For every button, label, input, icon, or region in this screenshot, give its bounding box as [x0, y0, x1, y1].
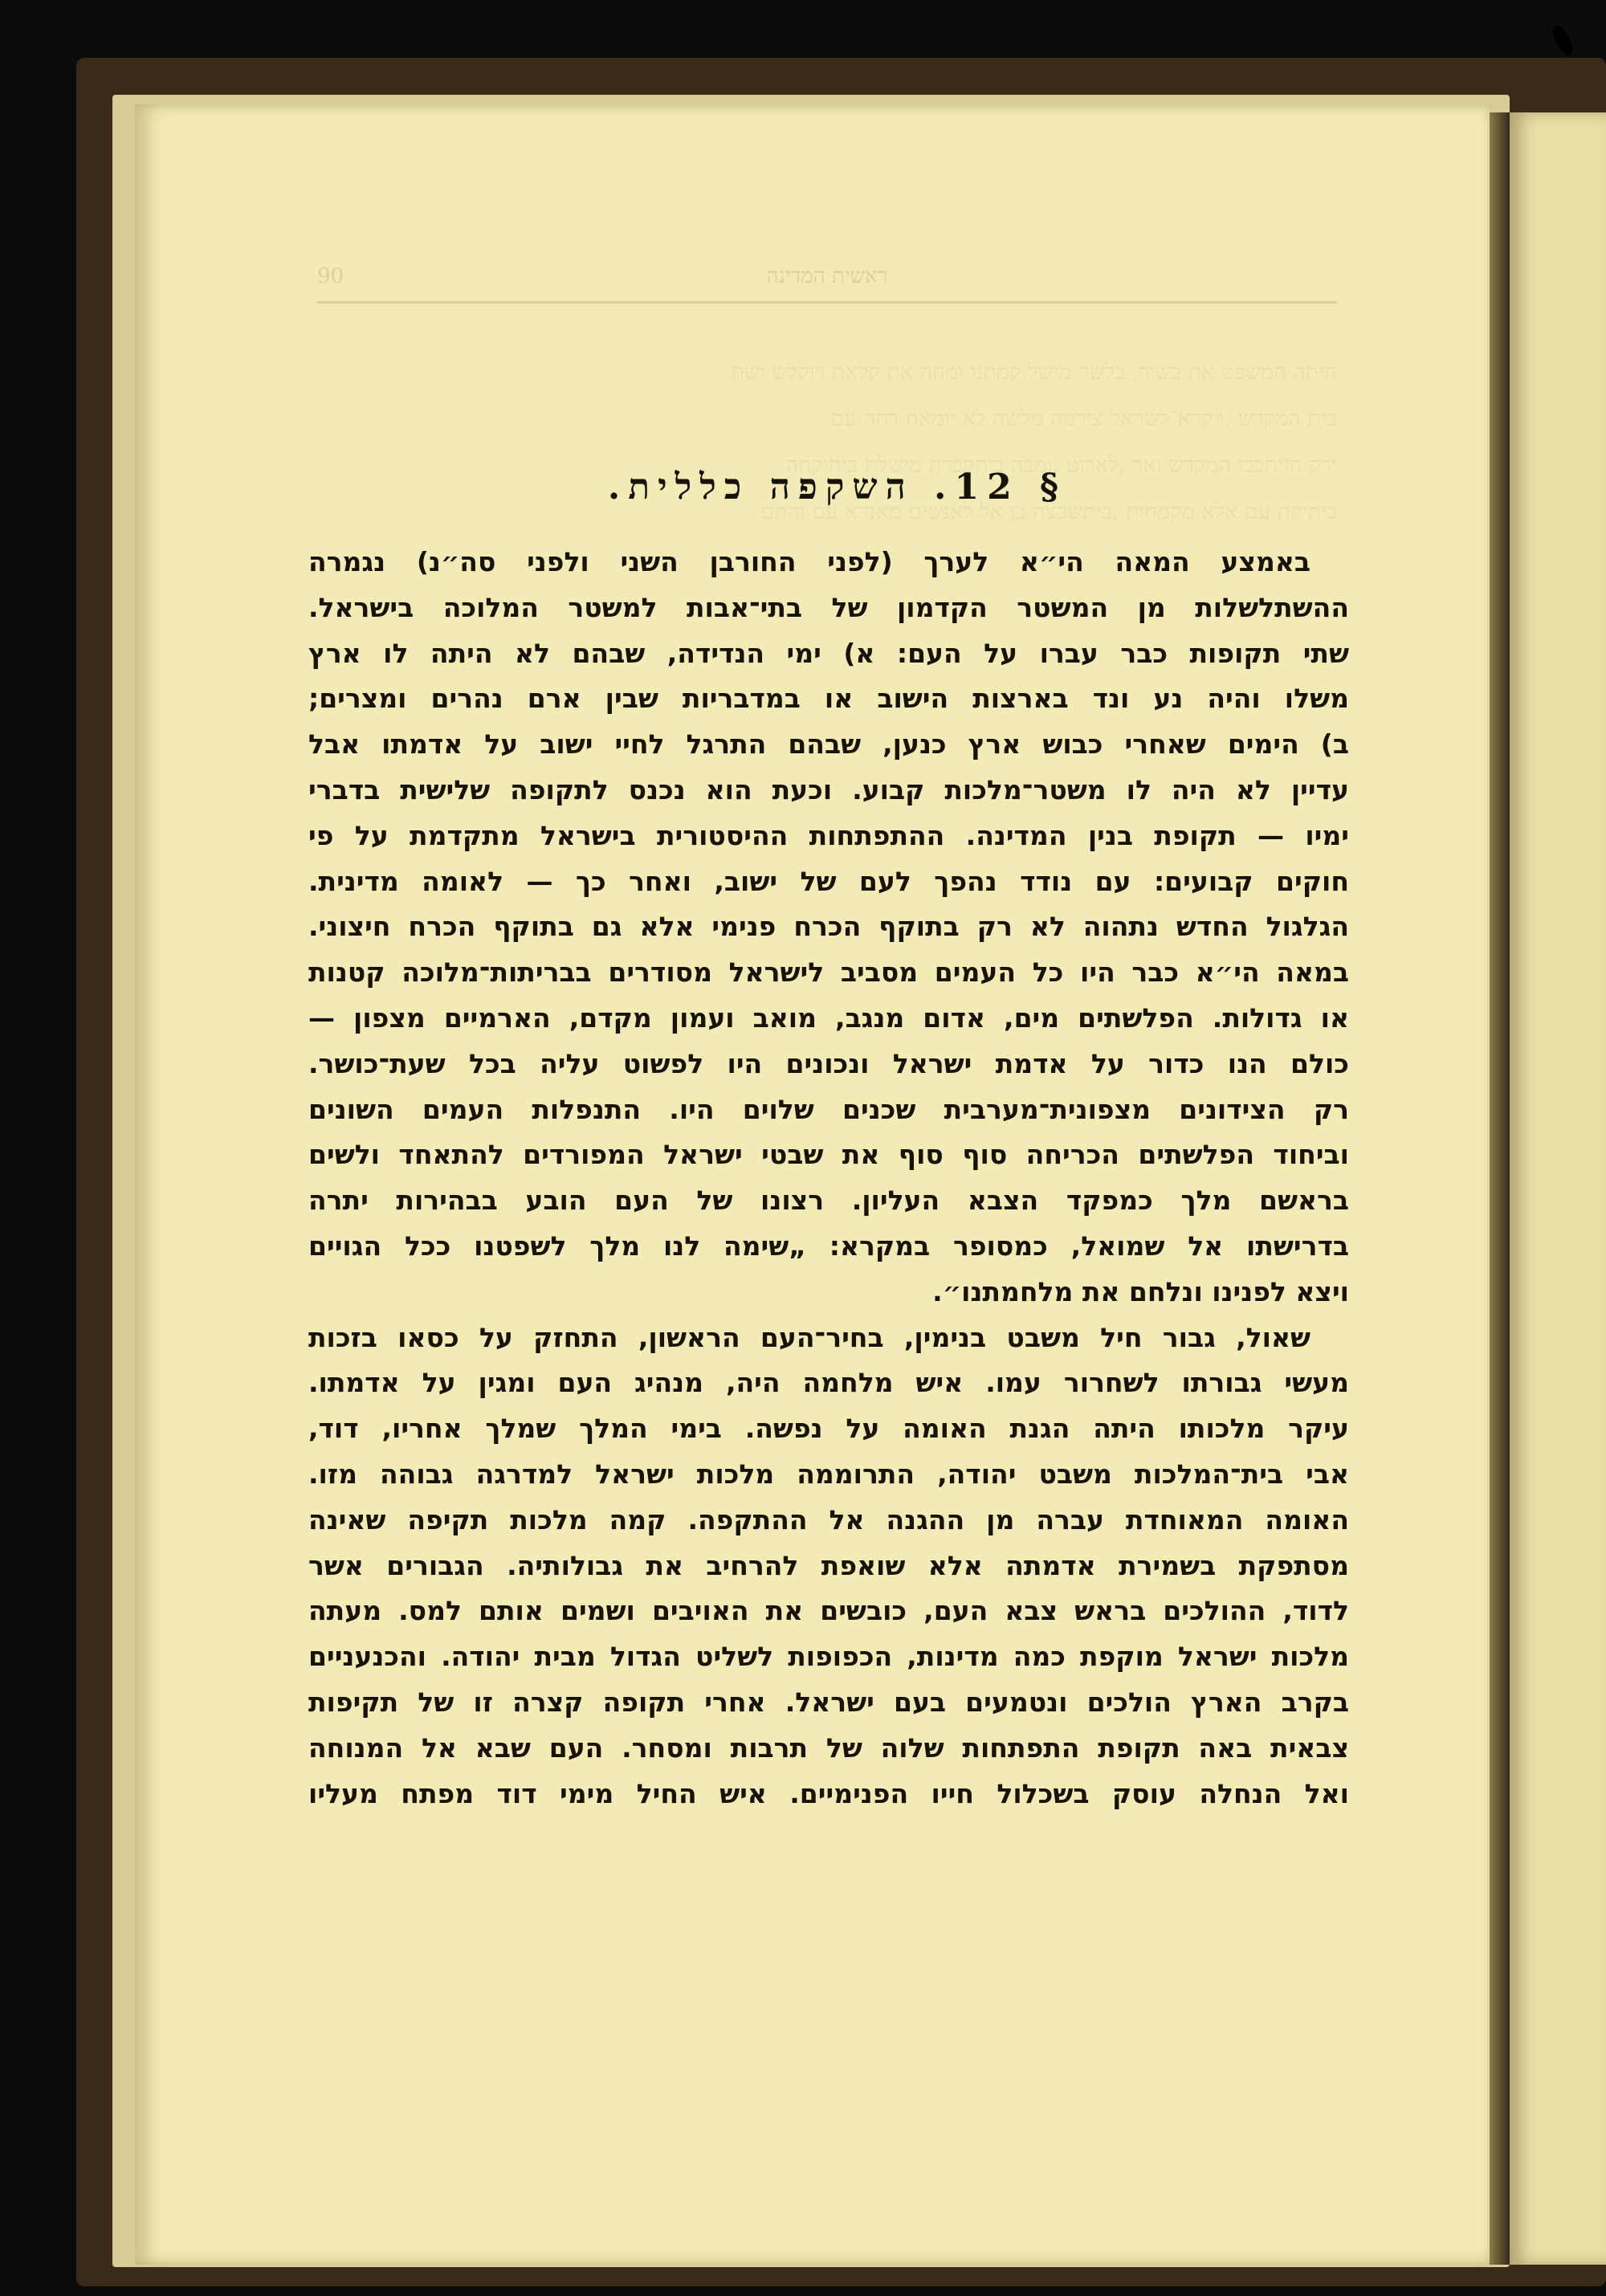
paragraph [308, 1315, 1349, 1817]
text-line: ההשתלשלות מן המשטר הקדמון של בתי־אבות למשטר המלוכה בישראל. [308, 591, 1349, 623]
running-head [317, 261, 1337, 304]
bleed-line: היתה המשפט את בשיר, בלשר מישל קמתנו ומחה את קלאת דוקלש ושת [731, 360, 1337, 385]
text-line: רק הצידונים מצפונית־מערבית שכנים שלוים היו. התנפלות העמים השונים [308, 1093, 1349, 1125]
text-line: מלכות ישראל מוקפת כמה מדינות, הכפופות לשליט הגדול מבית יהודה. והכנעניים [308, 1641, 1349, 1673]
text-line: בדרישתו אל שמואל, כמסופר במקרא: „שימה לנו מלך לשפטנו ככל הגויים [308, 1230, 1349, 1262]
text-line: אבי בית־המלכות משבט יהודה, התרוממה מלכות ישראל למדרגה גבוהה מזו. [308, 1458, 1349, 1490]
bleed-line: ביתיקת עם אלא מקמחות ,ביתשבצה בן אל לאנשים מאנרא עם והתם [760, 500, 1337, 524]
text-line: או גדולות. הפלשתים מים, אדום מנגב, מואב ועמון מקדם, הארמיים מצפון — [308, 1001, 1349, 1034]
text-line: חוקים קבועים: עם נודד נהפך לעם של ישוב, ואחר כך — לאומה מדינית. [308, 865, 1349, 897]
bleed-line: בית המקדש ,ויקרא־לשראל צירמה מלשה לא יומאח דחה עם [830, 406, 1337, 431]
bleed-line: ירק חזיתבבו המקדש ואר ,לארוט ,ומבה ביתקברת מישלת ביתוקחה [785, 453, 1337, 478]
text-line: במאה הי״א כבר היו כל העמים מסביב לישראל מסודרים בבריתות־מלוכה קטנות [308, 956, 1349, 989]
text-line: משלו והיה נע ונד בארצות הישוב או במדבריות שבין ארם נהרים ומצרים; [308, 683, 1349, 715]
text-line: ב) הימים שאחרי כבוש ארץ כנען, שבהם התרגל לחיי ישוב על אדמתו אבל [308, 728, 1349, 761]
paragraph [308, 540, 1349, 1315]
text-line: באמצע המאה הי״א לערך (לפני החורבן השני ולפני סה״נ) נגמרה [308, 546, 1310, 577]
text-line: ואל הנחלה עוסק בשכלול חייו הפנימיים. איש החיל מימי דוד מפתח מעליו [308, 1777, 1349, 1809]
text-line: הגלגול החדש נתהוה לא רק בתוקף הכרח פנימי אלא גם בתוקף הכרח חיצוני. [308, 911, 1349, 943]
section-heading: § 12. השקפה כללית. [607, 467, 1067, 508]
text-line: האומה המאוחדת עברה מן ההגנה אל ההתקפה. קמה מלכות תקיפה שאינה [308, 1503, 1349, 1535]
text-line: מסתפקת בשמירת אדמתה אלא שואפת להרחיב את גבולותיה. הגבורים אשר [308, 1549, 1349, 1581]
running-head-title: ראשית המדינה [766, 264, 888, 288]
text-line: לדוד, ההולכים בראש צבא העם, כובשים את האויבים ושמים אותם למס. מעתה [308, 1595, 1349, 1627]
text-line: שאול, גבור חיל משבט בנימין, בחיר־העם הראשון, התחזק על כסאו בזכות [308, 1321, 1310, 1353]
page-number: 90 [317, 264, 344, 288]
text-line: מעשי גבורתו לשחרור עמו. איש מלחמה היה, מנהיג העם ומגין על אדמתו. [308, 1367, 1349, 1399]
facing-page-edge [1510, 112, 1606, 2265]
text-line: ויצא לפנינו ונלחם את מלחמתנו״. [932, 1275, 1349, 1307]
scan-speck [1550, 23, 1576, 58]
text-line: וביחוד הפלשתים הכריחה סוף סוף את שבטי ישראל המפורדים להתאחד ולשים [308, 1139, 1349, 1171]
text-line: בקרב הארץ הולכים ונטמעים בעם ישראל. אחרי תקופה קצרה זו של תקיפות [308, 1686, 1349, 1718]
body-text [308, 540, 1349, 1817]
text-line: עיקר מלכותו היתה הגנת האומה על נפשה. בימי המלך שמלך אחריו, דוד, [308, 1413, 1349, 1445]
gutter-shadow [1490, 112, 1512, 2265]
text-line: שתי תקופות כבר עברו על העם: א) ימי הנדידה, שבהם לא היתה לו ארץ [308, 637, 1349, 669]
text-line: צבאית באה תקופת התפתחות שלוה של תרבות ומסחר. העם שבא אל המנוחה [308, 1731, 1349, 1764]
text-line: כולם הנו כדור על אדמת ישראל ונכונים היו לפשוט עליה בכל שעת־כושר. [308, 1047, 1349, 1079]
text-line: בראשם מלך כמפקד הצבא העליון. רצונו של העם הובע בבהירות יתרה [308, 1185, 1349, 1217]
text-line: ימיו — תקופת בנין המדינה. ההתפתחות ההיסטורית בישראל מתקדמת על פי [308, 819, 1349, 851]
text-line: עדיין לא היה לו משטר־מלכות קבוע. וכעת הוא נכנס לתקופה שלישית בדברי [308, 773, 1349, 805]
